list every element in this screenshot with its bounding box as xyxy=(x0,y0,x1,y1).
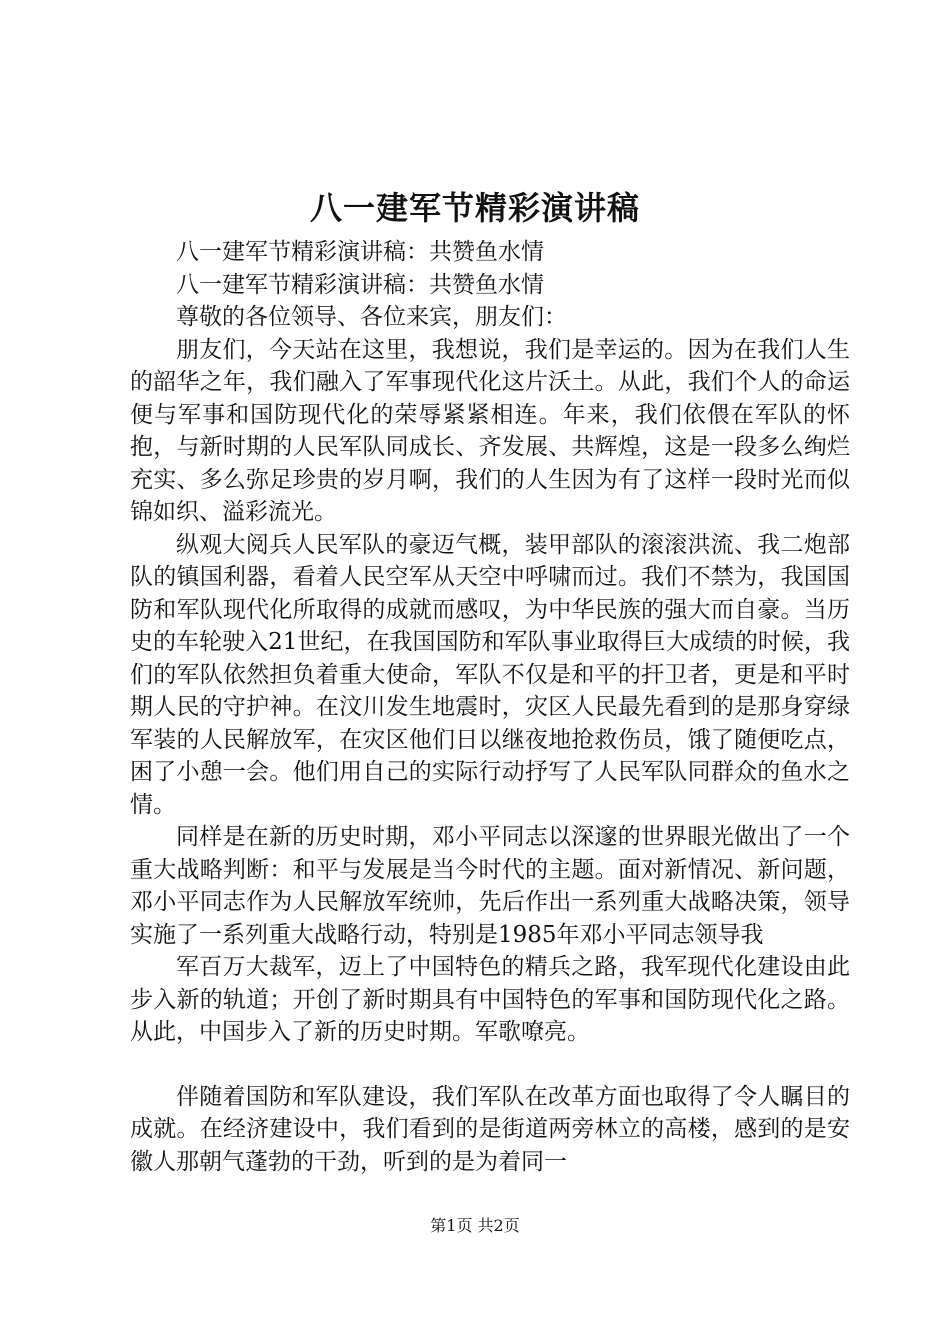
body-paragraph: 伴随着国防和军队建设，我们军队在改革方面也取得了令人瞩目的成就。在经济建设中，我们看到的是街道两旁林立的高楼，感到的是安徽人那朝气蓬勃的干劲，听到的是为着同一 xyxy=(130,1083,850,1175)
paragraph-spacer xyxy=(130,1049,850,1081)
salutation: 尊敬的各位领导、各位来宾，朋友们： xyxy=(176,304,567,330)
document-body xyxy=(130,236,850,1178)
body-paragraph: 军百万大裁军，迈上了中国特色的精兵之路，我军现代化建设由此步入新的轨道；开创了新时期具有中国特色的军事和国防现代化之路。从此，中国步入了新的历史时期。军歌嘹亮。 xyxy=(130,954,850,1045)
subtitle-line-repeat: 八一建军节精彩演讲稿：共赞鱼水情 xyxy=(176,271,544,298)
body-paragraph: 同样是在新的历史时期，邓小平同志以深邃的世界眼光做出了一个重大战略判断：和平与发展是当今时代的主题。面对新情况、新问题，邓小平同志作为人民解放军统帅，先后作出一系列重大战略决策，领导实施了一系列重大战略行动，特别是1985年邓小平同志领导我 xyxy=(130,824,850,948)
subtitle-line: 八一建军节精彩演讲稿：共赞鱼水情 xyxy=(176,239,544,265)
page-number-footer: 第1页 共2页 xyxy=(430,1216,520,1235)
body-paragraph: 朋友们，今天站在这里，我想说，我们是幸运的。因为在我们人生的韶华之年，我们融入了军事现代化这片沃土。从此，我们个人的命运便与军事和国防现代化的荣辱紧紧相连。年来，我们依偎在军队的怀抱，与新时期的人民军队同成长、齐发展、共辉煌，这是一段多么绚烂充实、多么弥足珍贵的岁月啊，我们的人生因为有了这样一段时光而似锦如织、溢彩流光。 xyxy=(130,336,850,525)
document-title: 八一建军节精彩演讲稿 xyxy=(309,189,640,227)
body-paragraph: 纵观大阅兵人民军队的豪迈气概，装甲部队的滚滚洪流、我二炮部队的镇国利器，看着人民空军从天空中呼啸而过。我们不禁为，我国国防和军队现代化所取得的成就而感叹，为中华民族的强大而自豪。当历史的车轮驶入21世纪，在我国国防和军队事业取得巨大成绩的时候，我们的军队依然担负着重大使命，军队不仅是和平的扞卫者，更是和平时期人民的守护神。在汶川发生地震时，灾区人民最先看到的是那身穿绿军装的人民解放军，在灾区他们日以继夜地抢救伤员，饿了随便吃点，困了小憩一会。他们用自己的实际行动抒写了人民军队同群众的鱼水之情。 xyxy=(130,531,850,818)
